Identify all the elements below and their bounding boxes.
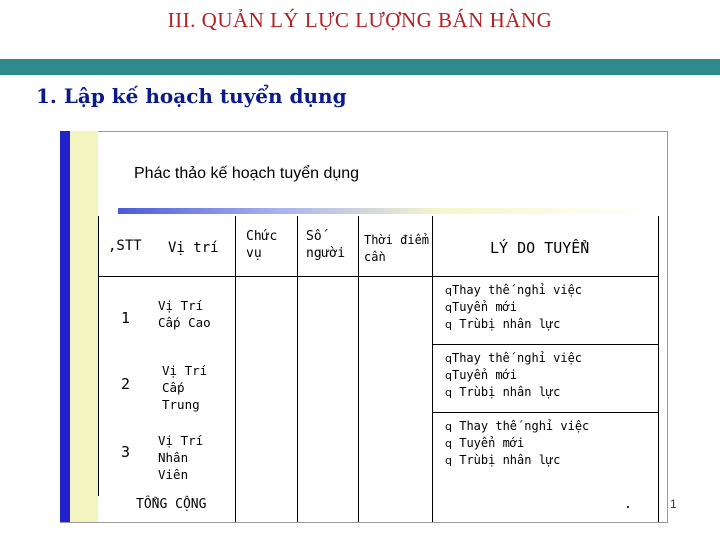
- reason-item: [445, 282, 582, 299]
- row-position: [162, 362, 207, 413]
- header-count: [306, 228, 345, 262]
- header-time: [364, 232, 429, 266]
- reason-text: Thay thế nghỉ việc: [459, 419, 590, 433]
- reason-text: Trùbị nhân lực: [459, 453, 561, 467]
- grid-line: [658, 216, 659, 522]
- header-position: Vị trí: [168, 240, 219, 256]
- section-heading: 1. Lập kế hoạch tuyển dụng: [36, 84, 347, 108]
- reason-item: [445, 452, 589, 469]
- reason-text: Trùbị nhân lực: [459, 385, 561, 399]
- header-time-line: Thời điểm: [364, 233, 430, 247]
- q-bullet-icon: q: [445, 386, 452, 399]
- total-label: TỔNG CỘNG: [136, 497, 207, 512]
- frame-stripe-blue: [60, 131, 70, 522]
- row-reasons: [445, 282, 582, 333]
- reason-item: [445, 418, 589, 435]
- row-stt: 2: [121, 375, 131, 393]
- row-stt: 1: [121, 309, 131, 327]
- position-line: Nhân: [158, 450, 189, 465]
- subtitle-underline: [118, 208, 656, 214]
- reason-text: Tuyển mới: [459, 436, 525, 450]
- header-role-line: vụ: [246, 246, 262, 261]
- total-mark: .: [624, 497, 632, 512]
- q-bullet-icon: q: [445, 352, 452, 365]
- row-reasons: [445, 418, 589, 469]
- reason-text: Trùbị nhân lực: [459, 317, 561, 331]
- q-bullet-icon: q: [445, 454, 452, 467]
- position-line: Vị Trí: [158, 298, 204, 313]
- grid-line: [98, 216, 99, 496]
- reason-item: [445, 435, 589, 452]
- position-line: Trung: [162, 397, 200, 412]
- position-line: Cấp: [162, 380, 185, 395]
- reason-text: Tuyển mới: [451, 368, 518, 382]
- reason-item: [445, 316, 582, 333]
- q-bullet-icon: q: [445, 420, 452, 433]
- grid-line: [235, 216, 236, 522]
- grid-line: [297, 216, 298, 522]
- frame-stripe-yellow: [70, 131, 98, 522]
- q-bullet-icon: q: [445, 437, 452, 450]
- header-stt: ,STT: [108, 238, 142, 254]
- grid-line: [432, 344, 658, 345]
- reason-item: [445, 350, 582, 367]
- header-reason: LÝ DO TUYỂN: [490, 239, 590, 257]
- header-count-line: Số: [306, 229, 322, 244]
- q-bullet-icon: q: [445, 318, 452, 331]
- reason-item: [445, 299, 582, 316]
- reason-item: [445, 367, 582, 384]
- header-role-line: Chức: [246, 229, 278, 244]
- grid-line: [98, 276, 658, 277]
- q-bullet-icon: q: [445, 369, 452, 382]
- grid-line: [432, 216, 433, 522]
- reason-text: Tuyển mới: [451, 300, 518, 314]
- page-number: 1: [670, 497, 677, 511]
- row-position: [158, 297, 211, 331]
- header-role: [246, 228, 277, 262]
- row-reasons: [445, 350, 582, 401]
- header-count-line: người: [306, 246, 346, 261]
- reason-text: Thay thế nghỉ việc: [451, 351, 583, 365]
- slide-title: III. QUẢN LÝ LỰC LƯỢNG BÁN HÀNG: [167, 8, 553, 32]
- row-stt: 3: [121, 443, 131, 461]
- table-subtitle: Phác thảo kế hoạch tuyển dụng: [134, 165, 360, 182]
- reason-item: [445, 384, 582, 401]
- position-line: Vị Trí: [158, 433, 204, 448]
- position-line: Vị Trí: [162, 363, 208, 378]
- row-position: [158, 432, 203, 483]
- position-line: Cấp Cao: [158, 315, 211, 330]
- header-bar: [0, 59, 720, 75]
- q-bullet-icon: q: [445, 284, 452, 297]
- grid-line: [358, 216, 359, 522]
- position-line: Viên: [158, 467, 189, 482]
- q-bullet-icon: q: [445, 301, 452, 314]
- reason-text: Thay thế nghỉ việc: [451, 283, 583, 297]
- header-time-line: cần: [364, 250, 386, 264]
- grid-line: [432, 412, 658, 413]
